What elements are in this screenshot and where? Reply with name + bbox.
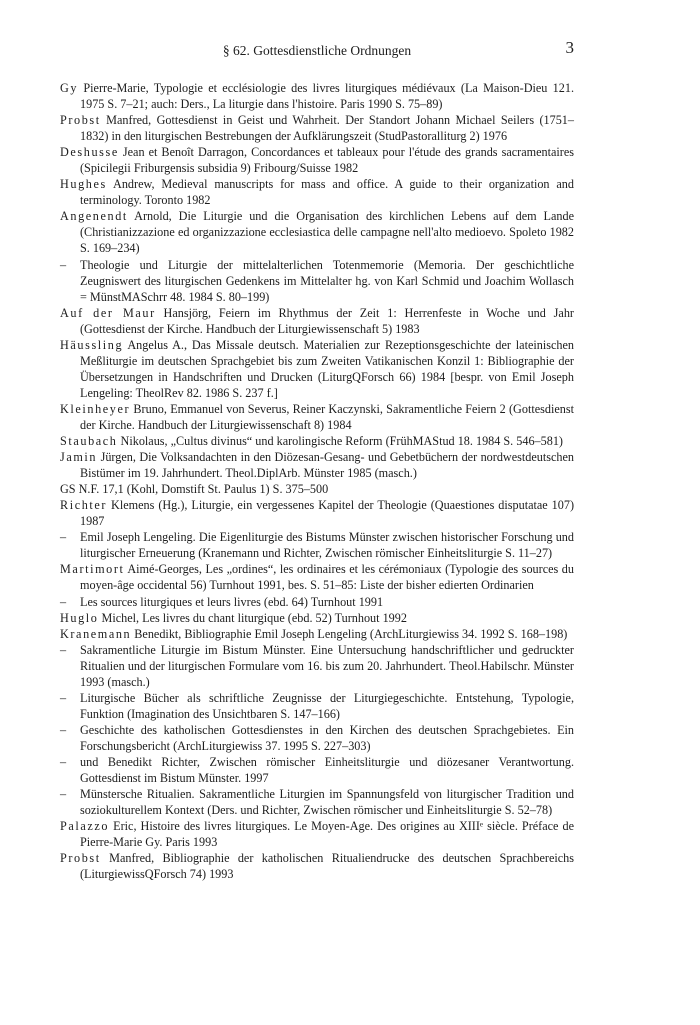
entry-author: Palazzo bbox=[60, 819, 110, 834]
entry-text: Theologie und Liturgie der mittelalterlichen Totenmemorie (Memoria. Der geschichtliche Zeugniswert des liturgischen Gedenkens im Mittelalter hg. von Karl Schmid und Joachim Wollasch = MünstMASchrr 48. 1984 S. 80–199) bbox=[80, 257, 574, 304]
entry-text: Bruno, Emmanuel von Severus, Reiner Kaczynski, Sakramentliche Feiern 2 (Gottesdienst der Kirche. Handbuch der Liturgiewissenschaft 8) 1984 bbox=[80, 401, 574, 432]
bibliography-entry bbox=[60, 257, 574, 305]
entry-text: Münstersche Ritualien. Sakramentliche Liturgien im Spannungsfeld von liturgischer Tradition und soziokulturellem Kontext (Ders. und Richter, Zwischen römischer und Einheitsliturgie S. 52–78) bbox=[80, 787, 574, 818]
entry-text: Geschichte des katholischen Gottesdienstes in den Kirchen des deutschen Sprachgebietes. Ein Forschungsbericht (ArchLiturgiewiss 37. 1995 S. 227–303) bbox=[80, 722, 574, 753]
entry-author: Probst bbox=[60, 113, 101, 128]
entry-text: Pierre-Marie, Typologie et ecclésiologie des livres liturgiques médiévaux (La Maison-Dieu 121. 1975 S. 7–21; auch: Ders., La liturgie dans l'histoire. Paris 1990 S. 75–89) bbox=[78, 81, 574, 112]
bibliography-entry bbox=[60, 433, 574, 449]
bibliography-entry bbox=[60, 401, 574, 433]
entry-author: Kleinheyer bbox=[60, 401, 131, 416]
continuation-dash: – bbox=[60, 594, 67, 609]
continuation-dash: – bbox=[60, 690, 67, 705]
entry-text: Hansjörg, Feiern im Rhythmus der Zeit 1: Herrenfeste in Woche und Jahr (Gottesdienst der Kirche. Handbuch der Liturgiewissenschaft 5) 1983 bbox=[80, 305, 574, 336]
entry-author: Martimort bbox=[60, 562, 125, 577]
running-title: § 62. Gottesdienstliche Ordnungen bbox=[222, 43, 412, 58]
bibliography-entry bbox=[60, 561, 574, 593]
page-number: 3 bbox=[565, 38, 574, 57]
bibliography-entry bbox=[60, 449, 574, 481]
entry-text: Klemens (Hg.), Liturgie, ein vergessenes Kapitel der Theologie (Quaestiones disputatae 107) 1987 bbox=[80, 498, 574, 529]
bibliography-entry bbox=[60, 642, 574, 690]
entry-author: Richter bbox=[60, 498, 108, 513]
bibliography-entry bbox=[60, 626, 574, 642]
entry-text: und Benedikt Richter, Zwischen römischer Einheitsliturgie und diözesaner Verantwortung. Gottesdienst im Bistum Münster. 1997 bbox=[80, 754, 574, 786]
entry-text: Arnold, Die Liturgie und die Organisation des kirchlichen Lebens auf dem Lande (Christianizzazione ed organizzazione ecclesiastica delle campagne nell'alto medioevo. Spoleto 1982 S. 169–234) bbox=[80, 209, 574, 256]
entry-text: Aimé-Georges, Les „ordines“, les ordinaires et les cérémoniaux (Typologie des sources du moyen-âge occidental 56) Turnhout 1991, bes. S. 51–85: Liste der bisher edierten Ordinarien bbox=[80, 562, 574, 593]
bibliography-entry bbox=[60, 722, 574, 754]
continuation-dash: – bbox=[60, 787, 67, 802]
entry-author: Auf der Maur bbox=[60, 305, 156, 320]
entry-text: Emil Joseph Lengeling. Die Eigenliturgie des Bistums Münster zwischen historischer Forschung und liturgischer Erneuerung (Kranemann und Richter, Zwischen römischer Einheitsliturgie S. 11–27) bbox=[80, 530, 574, 561]
continuation-dash: – bbox=[60, 722, 67, 737]
bibliography-entry bbox=[60, 786, 574, 818]
entry-text: Jürgen, Die Volksandachten in den Diözesan-Gesang- und Gebetbüchern der nordwestdeutschen Bistümer im 19. Jahrhundert. Theol.DiplArb. Münster 1985 (masch.) bbox=[80, 450, 574, 481]
entry-text: Eric, Histoire des livres liturgiques. Le Moyen-Age. Des origines au XIIIᵉ siècle. Préface de Pierre-Marie Gy. Paris 1993 bbox=[80, 819, 574, 850]
entry-author: Probst bbox=[60, 851, 101, 866]
bibliography-entry bbox=[60, 112, 574, 144]
entry-text: Les sources liturgiques et leurs livres (ebd. 64) Turnhout 1991 bbox=[80, 594, 384, 609]
entry-text: Liturgische Bücher als schriftliche Zeugnisse der Liturgiegeschichte. Entstehung, Typologie, Funktion (Imagination des Unsichtbaren S. 147–166) bbox=[80, 690, 574, 721]
entry-text: GS N.F. 17,1 (Kohl, Domstift St. Paulus 1) S. 375–500 bbox=[60, 482, 329, 497]
entry-author: Huglo bbox=[60, 610, 99, 625]
entry-author: Gy bbox=[60, 81, 79, 95]
entry-text: Manfred, Bibliographie der katholischen Ritualiendrucke des deutschen Sprachbereichs (LiturgiewissQForsch 74) 1993 bbox=[80, 851, 574, 882]
bibliography-entry bbox=[60, 497, 574, 529]
entry-text: Sakramentliche Liturgie im Bistum Münster. Eine Untersuchung handschriftlicher und gedruckter Ritualien und der liturgischen Formulare vom 16. bis zum 20. Jahrhundert. Theol.Habilschr. Münster 1993 (masch.) bbox=[80, 642, 574, 689]
entry-author: Hughes bbox=[60, 177, 107, 192]
continuation-dash: – bbox=[60, 642, 67, 657]
entry-text: Manfred, Gottesdienst in Geist und Wahrheit. Der Standort Johann Michael Seilers (1751–1832) in den liturgischen Bestrebungen der Aufklärungszeit (StudPastoralliturg 2) 1976 bbox=[80, 113, 574, 144]
entry-author: Häussling bbox=[60, 337, 124, 352]
bibliography-entry bbox=[60, 176, 574, 208]
page-header bbox=[60, 38, 574, 58]
bibliography-entry bbox=[60, 690, 574, 722]
entry-text: Andrew, Medieval manuscripts for mass and office. A guide to their organization and terminology. Toronto 1982 bbox=[80, 177, 574, 208]
continuation-dash: – bbox=[60, 257, 67, 272]
bibliography-list bbox=[60, 80, 574, 882]
entry-author: Kranemann bbox=[60, 626, 132, 641]
continuation-dash: – bbox=[60, 530, 67, 545]
entry-text: Benedikt, Bibliographie Emil Joseph Lengeling (ArchLiturgiewiss 34. 1992 S. 168–198) bbox=[131, 626, 568, 641]
bibliography-entry bbox=[60, 594, 574, 610]
entry-author: Deshusse bbox=[60, 145, 119, 160]
bibliography-entry bbox=[60, 144, 574, 176]
bibliography-entry bbox=[60, 481, 574, 497]
entry-text: Jean et Benoît Darragon, Concordances et tableaux pour l'étude des grands sacramentaires (Spicilegii Friburgensis subsidia 9) Fribourg/Suisse 1982 bbox=[80, 145, 574, 176]
entry-text: Angelus A., Das Missale deutsch. Materialien zur Rezeptionsgeschichte der lateinischen Meßliturgie im deutschen Sprachgebiet bis zum Zweiten Vatikanischen Konzil 1: Bibliographie der Übersetzungen in Handschriften und Drucken (LiturgQForsch 66) 1984 [bespr. von Emil Joseph Lengeling: TheolRev 82. 1986 S. 237 f.] bbox=[80, 337, 574, 400]
entry-text: Nikolaus, „Cultus divinus“ und karolingische Reform (FrühMAStud 18. 1984 S. 546–581) bbox=[117, 434, 563, 449]
bibliography-entry bbox=[60, 80, 574, 112]
bibliography-entry bbox=[60, 305, 574, 337]
bibliography-entry bbox=[60, 610, 574, 626]
bibliography-entry bbox=[60, 337, 574, 401]
bibliography-entry bbox=[60, 818, 574, 850]
bibliography-entry bbox=[60, 529, 574, 561]
entry-author: Angenendt bbox=[60, 209, 128, 224]
bibliography-entry bbox=[60, 850, 574, 882]
entry-text: Michel, Les livres du chant liturgique (ebd. 52) Turnhout 1992 bbox=[98, 610, 407, 625]
continuation-dash: – bbox=[60, 754, 67, 769]
entry-author: Staubach bbox=[60, 434, 118, 449]
entry-author: Jamin bbox=[60, 450, 98, 465]
bibliography-entry bbox=[60, 754, 574, 786]
bibliography-entry bbox=[60, 208, 574, 256]
